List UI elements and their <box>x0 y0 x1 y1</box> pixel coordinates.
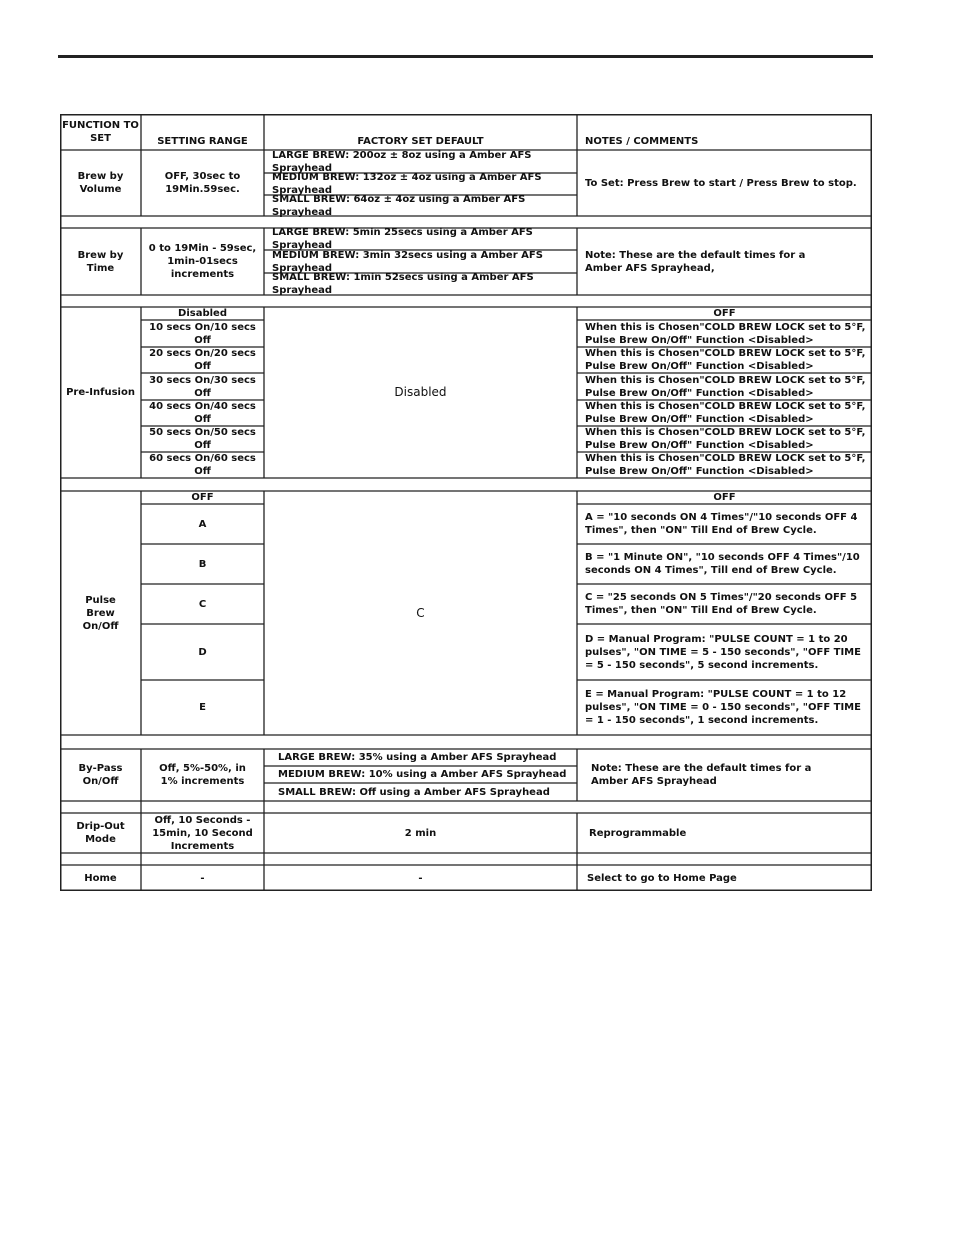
brew-time-notes: Note: These are the default times for a Amber AFS Sprayhead, <box>585 249 806 274</box>
brew-time-function: Brew by Time <box>77 249 124 274</box>
brew-time-large: LARGE BREW: 5min 25secs using a Amber AFS Sprayhead <box>272 227 533 251</box>
pulse-note-b: B = "1 Minute ON", "10 seconds OFF 4 Times"/10 seconds ON 4 Times", Till end of Brew Cycle. <box>585 552 860 576</box>
dripout-range: Off, 10 Seconds - 15min, 10 Second Increments <box>152 814 253 852</box>
preinfusion-note: When this is Chosen"COLD BREW LOCK set to 5°F, Pulse Brew On/Off" Function <Disabled> <box>585 321 866 346</box>
header-range: SETTING RANGE <box>157 135 248 147</box>
brew-time-medium: MEDIUM BREW: 3min 32secs using a Amber AFS Sprayhead <box>272 249 543 274</box>
pulse-note-c: C = "25 seconds ON 5 Times"/"20 seconds OFF 5 Times", then "ON" Till End of Brew Cycle. <box>585 592 858 616</box>
pulse-option-d: D <box>198 646 207 658</box>
dripout-default: 2 min <box>404 827 437 839</box>
pulse-option-c: C <box>198 598 207 610</box>
dripout-function: Drip-Out Mode <box>76 821 125 845</box>
home-notes: Select to go to Home Page <box>587 872 737 884</box>
bypass-medium: MEDIUM BREW: 10% using a Amber AFS Sprayhead <box>278 769 567 780</box>
brew-time-range: 0 to 19Min - 59sec, 1min-01secs increments <box>148 243 257 280</box>
preinfusion-notes-header: OFF <box>713 308 736 319</box>
preinfusion-option: 50 secs On/50 secs Off <box>149 427 256 451</box>
home-default: - <box>418 872 423 884</box>
dripout-notes: Reprogrammable <box>589 827 687 839</box>
pulse-note-d: D = Manual Program: "PULSE COUNT = 1 to 20 pulses", "ON TIME = 5 - 150 seconds", "OFF TIME = 5 - 150 seconds", 5 second increments. <box>585 633 861 671</box>
header-default: FACTORY SET DEFAULT <box>357 135 484 147</box>
bypass-large: LARGE BREW: 35% using a Amber AFS Sprayhead <box>278 752 557 763</box>
brew-time-small: SMALL BREW: 1min 52secs using a Amber AFS Sprayhead <box>272 272 534 296</box>
pulse-option-e: E <box>199 702 206 713</box>
preinfusion-function: Pre-Infusion <box>66 387 135 398</box>
preinfusion-option: 20 secs On/20 secs Off <box>149 348 256 372</box>
pulse-notes-header: OFF <box>713 492 736 503</box>
preinfusion-option: 60 secs On/60 secs Off <box>149 453 256 477</box>
brew-volume-large: LARGE BREW: 200oz ± 8oz using a Amber AFS Sprayhead <box>272 149 532 174</box>
brew-volume-function: Brew by Volume <box>77 171 124 195</box>
settings-table <box>60 114 872 891</box>
preinfusion-note: When this is Chosen"COLD BREW LOCK set to 5°F, Pulse Brew On/Off" Function <Disabled> <box>585 374 866 399</box>
home-function: Home <box>84 872 117 884</box>
header-function: FUNCTION TO SET <box>62 120 139 144</box>
preinfusion-option: 30 secs On/30 secs Off <box>149 374 256 399</box>
pulse-note-a: A = "10 seconds ON 4 Times"/"10 seconds OFF 4 Times", then "ON" Till End of Brew Cycle. <box>585 512 858 536</box>
preinfusion-default: Disabled <box>394 385 447 399</box>
pulse-option-b: B <box>198 558 207 570</box>
preinfusion-note: When this is Chosen"COLD BREW LOCK set to 5°F, Pulse Brew On/Off" Function <Disabled> <box>585 348 866 372</box>
preinfusion-note: When this is Chosen"COLD BREW LOCK set to 5°F, Pulse Brew On/Off" Function <Disabled> <box>585 427 866 451</box>
preinfusion-note: When this is Chosen"COLD BREW LOCK set to 5°F, Pulse Brew On/Off" Function <Disabled> <box>585 401 866 425</box>
bypass-function: By-Pass On/Off <box>78 763 123 787</box>
brew-volume-notes: To Set: Press Brew to start / Press Brew to stop. <box>585 177 857 189</box>
preinfusion-option: 10 secs On/10 secs Off <box>149 321 256 346</box>
brew-volume-small: SMALL BREW: 64oz ± 4oz using a Amber AFS Sprayhead <box>272 193 526 218</box>
home-range: - <box>200 872 205 884</box>
pulse-function: Pulse Brew On/Off <box>82 594 119 632</box>
pulse-note-e: E = Manual Program: "PULSE COUNT = 1 to 12 pulses", "ON TIME = 0 - 150 seconds", "OFF TIME = 1 - 150 seconds", 1 second increments. <box>585 689 861 726</box>
header-notes: NOTES / COMMENTS <box>585 135 699 147</box>
preinfusion-option: 40 secs On/40 secs Off <box>149 401 256 425</box>
bypass-small: SMALL BREW: Off using a Amber AFS Sprayhead <box>278 786 550 798</box>
pulse-default: C <box>416 605 425 620</box>
brew-volume-range: OFF, 30sec to 19Min.59sec. <box>164 171 241 195</box>
preinfusion-note: When this is Chosen"COLD BREW LOCK set to 5°F, Pulse Brew On/Off" Function <Disabled> <box>585 453 866 477</box>
bypass-notes: Note: These are the default times for a Amber AFS Sprayhead <box>591 763 812 787</box>
bypass-range: Off, 5%-50%, in 1% increments <box>159 763 246 787</box>
pulse-option-a: A <box>198 518 207 530</box>
preinfusion-range-header: Disabled <box>178 308 227 319</box>
top-rule <box>58 55 873 58</box>
brew-volume-medium: MEDIUM BREW: 132oz ± 4oz using a Amber AFS Sprayhead <box>272 172 542 196</box>
pulse-range-header: OFF <box>191 492 214 503</box>
